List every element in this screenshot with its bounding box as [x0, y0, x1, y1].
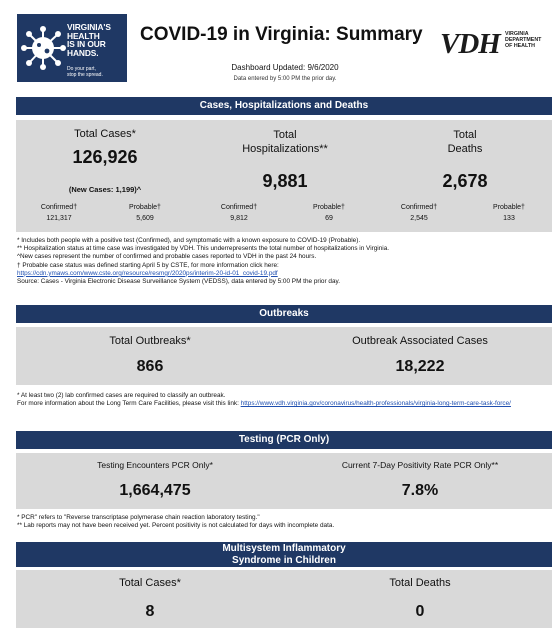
total-outbreaks-value: 866 — [136, 358, 164, 375]
cases-footnotes — [17, 237, 552, 286]
footnote: * Includes both people with a positive test (Confirmed), and symptomatic with a known exposure to COVID-19 (Probable). — [17, 237, 361, 244]
breakdown-label: Confirmed† — [40, 204, 78, 211]
outbreak-cases-label: Outbreak Associated Cases — [352, 335, 488, 347]
mis-c-section-header — [16, 542, 552, 567]
logo-slogan — [67, 23, 125, 57]
breakdown-value: 9,812 — [230, 215, 248, 222]
testing-footnotes — [17, 514, 552, 530]
deaths-value: 2,678 — [442, 171, 488, 191]
positivity-rate-value: 7.8% — [401, 482, 439, 499]
breakdown-value: 121,317 — [46, 215, 72, 222]
logo-sub-line: stop the spread. — [67, 71, 103, 78]
virginia-health-logo — [17, 14, 127, 82]
logo-subtext — [67, 67, 127, 79]
hospitalizations-label-line: Total — [273, 129, 297, 141]
hospitalizations-label — [215, 128, 355, 156]
hospitalizations-value: 9,881 — [262, 171, 308, 191]
vdh-sub-line: DEPARTMENT — [505, 37, 542, 43]
logo-line: HANDS. — [67, 47, 99, 58]
footnote: ** Lab reports may not have been received yet. Percent positivity is not calculated for days with incomplete data. — [17, 522, 335, 530]
mis-c-deaths-value: 0 — [415, 603, 425, 620]
mis-c-cases-label: Total Cases* — [119, 577, 181, 589]
deaths-label-line: Total — [453, 129, 477, 141]
breakdown-value: 69 — [325, 215, 333, 222]
deaths-label — [400, 128, 530, 156]
positivity-rate-label: Current 7-Day Positivity Rate PCR Only** — [341, 460, 499, 470]
logo-line: IS IN OUR — [67, 39, 106, 50]
total-cases-value: 126,926 — [72, 147, 138, 167]
page-title: COVID-19 in Virginia: Summary — [140, 24, 423, 45]
vdh-sub-line: VIRGINIA — [505, 31, 529, 37]
breakdown-label: Probable† — [313, 204, 345, 211]
logo-sub-line: Do your part, — [67, 66, 96, 72]
logo-line: VIRGINIA'S — [67, 22, 111, 32]
hospitalizations-label-line: Hospitalizations** — [242, 143, 328, 155]
footnote: ^New cases represent the number of confirmed and probable cases reported to VDH in the past 24 hours. — [17, 253, 317, 261]
testing-section-header: Testing (PCR Only) — [16, 431, 552, 449]
breakdown-value: 2,545 — [410, 215, 428, 222]
outbreaks-section-header: Outbreaks — [16, 305, 552, 323]
footnote: * PCR" refers to "Reverse transcriptase polymerase chain reaction laboratory testing." — [17, 514, 260, 521]
cases-source: Source: Cases - Virginia Electronic Disease Surveillance System (VEDSS), data entered by 5:00 PM the prior day. — [17, 278, 340, 286]
mis-c-cases-value: 8 — [145, 603, 155, 620]
logo-line: HEALTH — [67, 30, 100, 41]
cste-link[interactable]: https://cdn.ymaws.com/www.cste.org/resource/resmgr/2020ps/interim-20-id-01_covid-19.pdf — [17, 269, 278, 277]
vdh-sub-line: OF HEALTH — [505, 43, 535, 49]
virus-icon — [21, 22, 67, 72]
breakdown-label: Probable† — [493, 204, 525, 211]
mis-c-heading-line: Multisystem Inflammatory — [222, 543, 346, 554]
testing-encounters-value: 1,664,475 — [119, 482, 191, 499]
footnote: * At least two (2) lab confirmed cases are required to classify an outbreak. — [17, 392, 226, 399]
breakdown-label: Confirmed† — [220, 204, 258, 211]
total-outbreaks-label: Total Outbreaks* — [109, 335, 191, 347]
data-entered-note: Data entered by 5:00 PM the prior day. — [233, 76, 337, 82]
mis-c-heading-line: Syndrome in Children — [232, 555, 336, 566]
new-cases: (New Cases: 1,199)^ — [68, 185, 142, 194]
vdh-logo: VDH — [440, 28, 500, 60]
outbreak-cases-value: 18,222 — [395, 358, 445, 375]
deaths-label-line: Deaths — [447, 143, 483, 155]
outbreaks-footnotes — [17, 392, 552, 408]
total-cases-label: Total Cases* — [74, 128, 136, 140]
ltcf-link[interactable]: https://www.vdh.virginia.gov/coronavirus/health-professionals/virginia-long-term-care-task-force/ — [240, 400, 511, 408]
breakdown-label: Probable† — [129, 204, 161, 211]
cases-section-header: Cases, Hospitalizations and Deaths — [16, 97, 552, 115]
footnote: † Probable case status was defined starting April 5 by CSTE, for more information click here: — [17, 261, 279, 269]
breakdown-label: Confirmed† — [400, 204, 438, 211]
dashboard-updated: Dashboard Updated: 9/6/2020 — [231, 63, 339, 72]
footnote: ** Hospitalization status at time case was investigated by VDH. This underrepresents the total number of hospitalizations in Virginia. — [17, 245, 390, 253]
breakdown-value: 133 — [503, 215, 515, 222]
vdh-logo-subtitle — [505, 31, 541, 49]
testing-encounters-label: Testing Encounters PCR Only* — [97, 460, 213, 470]
footnote: For more information about the Long Term Care Facilities, please visit this link: — [17, 400, 241, 408]
breakdown-value: 5,609 — [136, 215, 154, 222]
mis-c-deaths-label: Total Deaths — [389, 577, 451, 589]
